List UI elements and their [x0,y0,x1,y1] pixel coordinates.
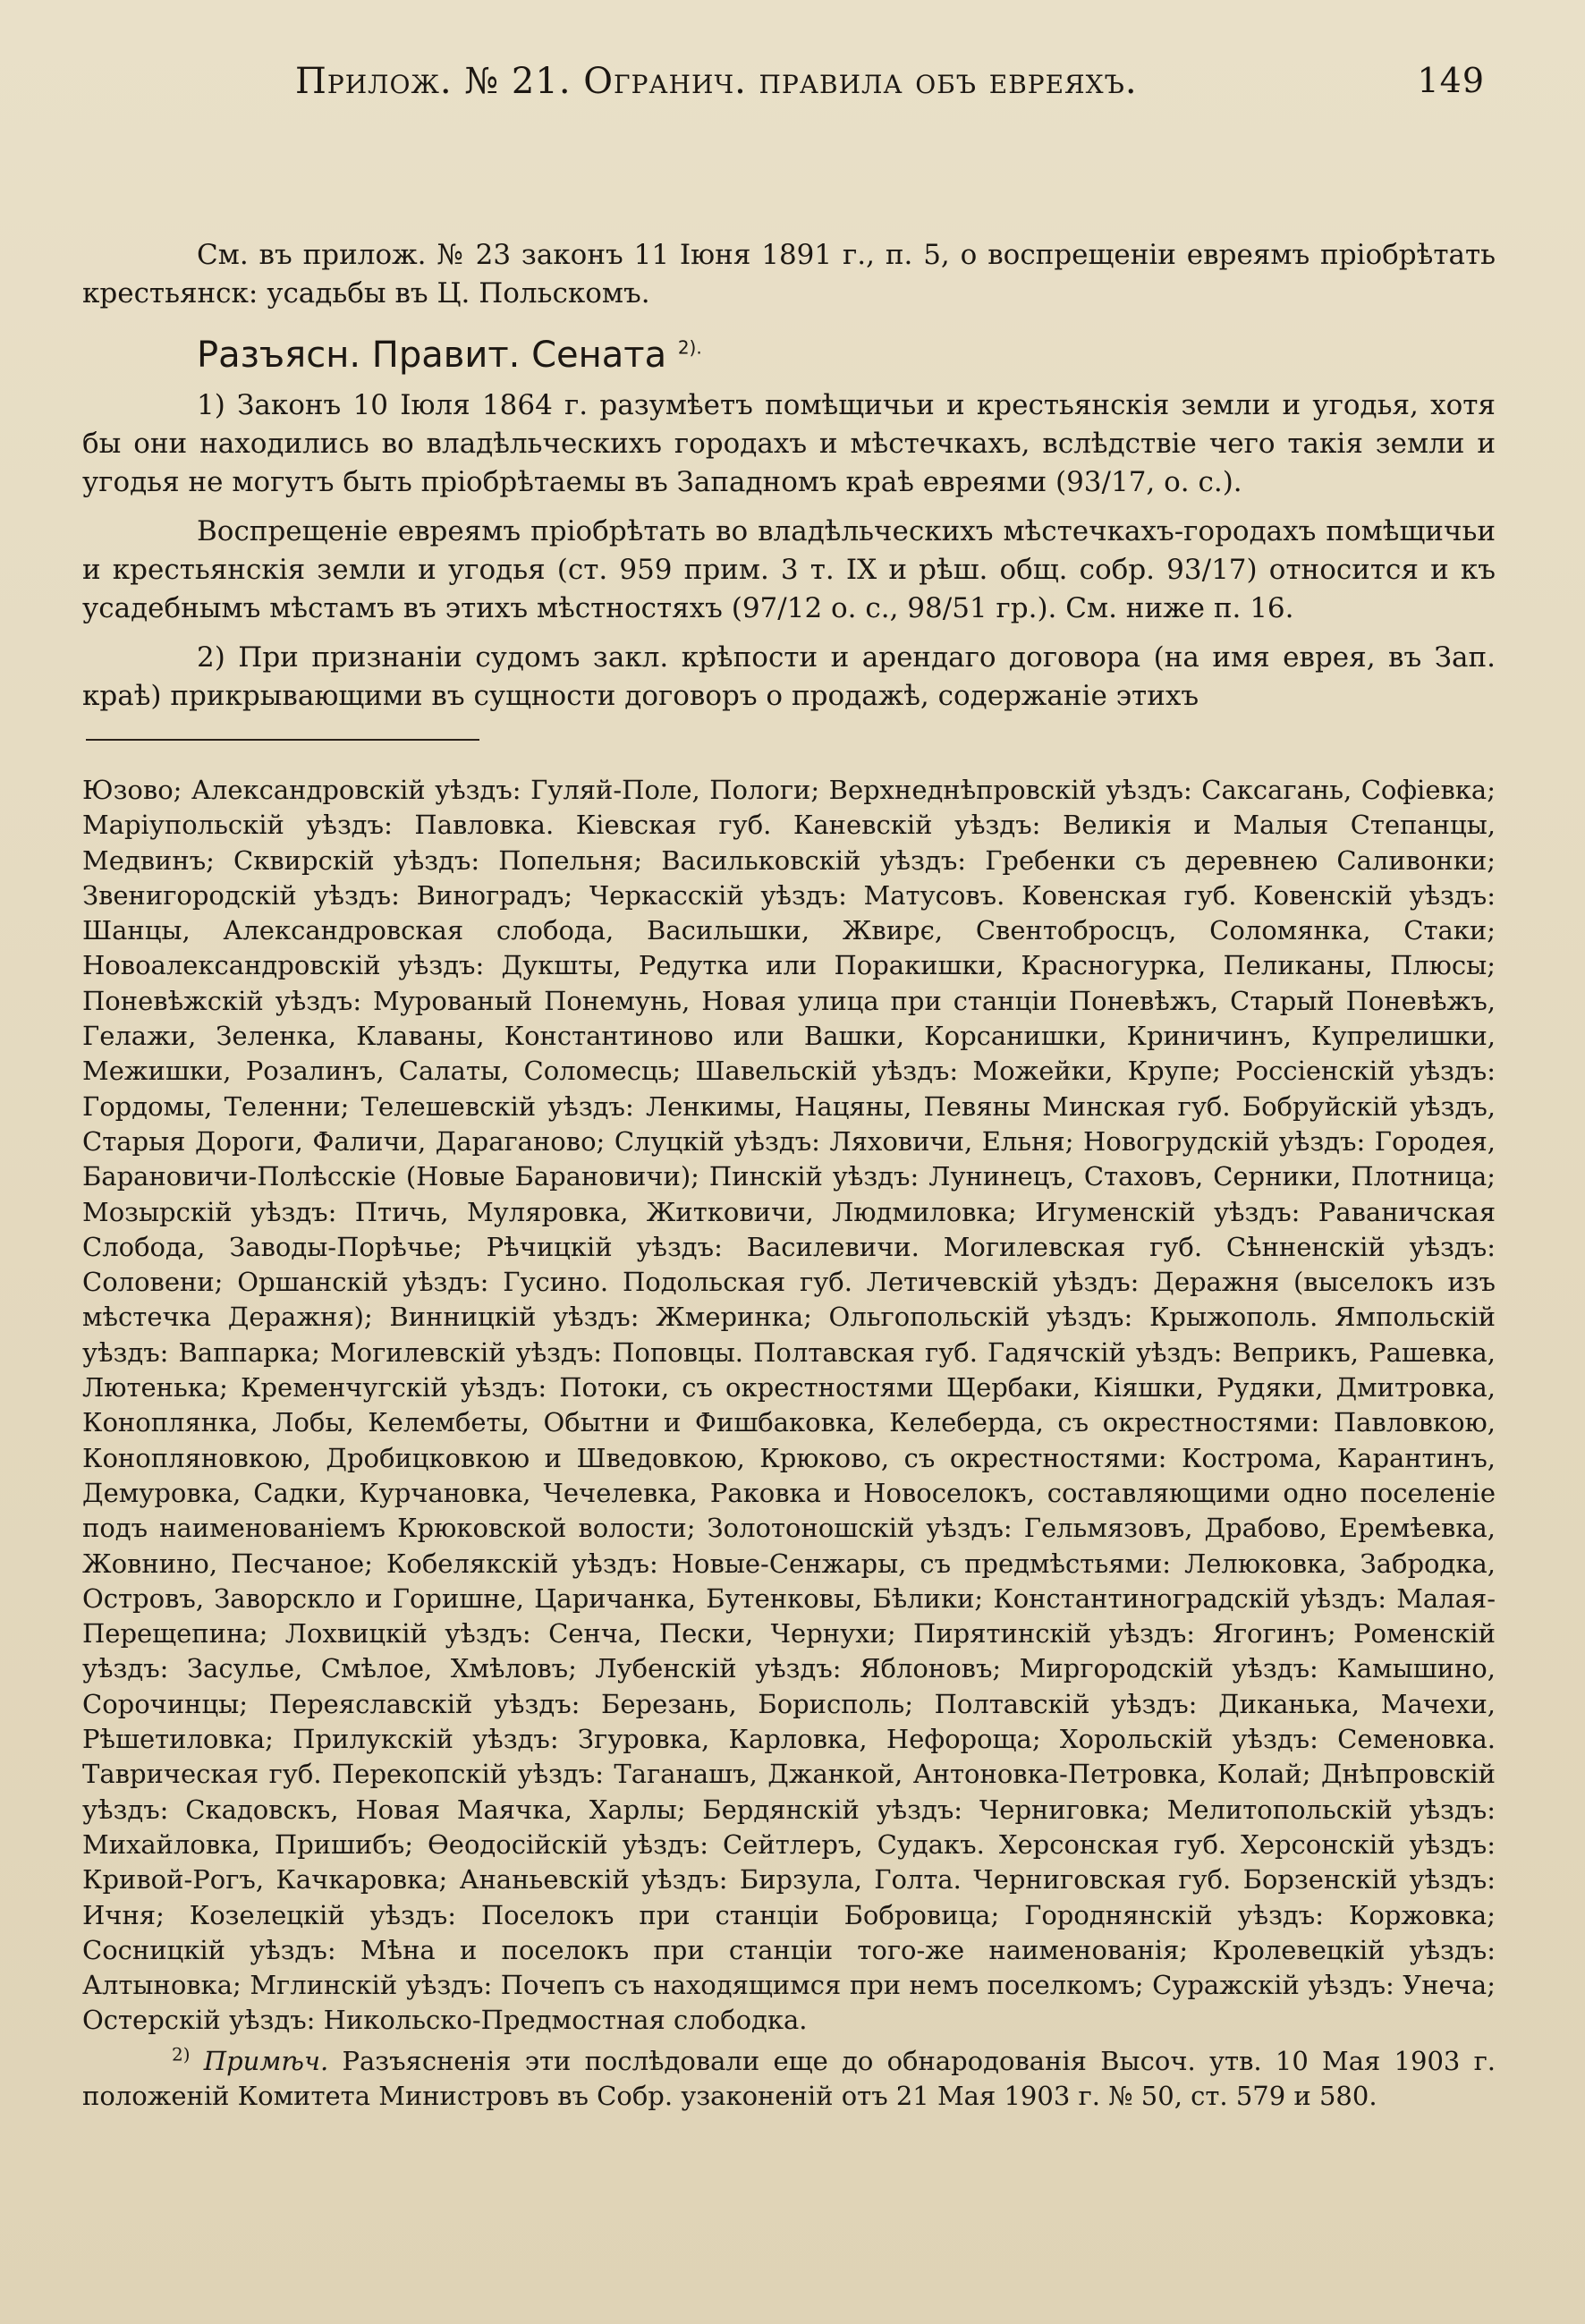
running-head [70,54,1496,113]
footnote-2-text: Разъясненія эти послѣдовали еще до обнародованія Высоч. утв. 10 Мая 1903 г. положеній Комитета Министровъ въ Собр. узаконеній отъ 21 Мая 1903 г. № 50, ст. 579 и 580. [82,2045,1496,2111]
paragraph-3: 2) При признаніи судомъ закл. крѣпости и арендаго договора (на имя еврея, въ Зап. краѣ) прикрывающими въ сущности договоръ о продажѣ, содержаніе этихъ [82,641,1496,712]
section-heading [197,333,1496,377]
paragraph-1: 1) Законъ 10 Іюля 1864 г. разумѣетъ помѣщичьи и крестьянскія земли и угодья, хотя бы они находились во владѣльческихъ городахъ и мѣстечкахъ, вслѣдствіе чего такія земли и угодья не могутъ быть пріобрѣтаемы въ Западномъ краѣ евреями (93/17, о. с.). [82,389,1496,498]
paragraph-2: Воспрещеніе евреямъ пріобрѣтать во владѣльческихъ мѣстечкахъ-городахъ помѣщичьи и крестьянскія земли и угодья (ст. 959 прим. 3 т. IX и рѣш. общ. собр. 93/17) относится и къ усадебнымъ мѣстамъ въ этихъ мѣстностяхъ (97/12 о. с., 98/51 гр.). См. ниже п. 16. [82,515,1496,624]
running-head-title: Прилож. № 21. Огранич. правила объ евреяхъ. [295,61,1138,102]
footnotes [70,773,1496,2114]
footnote-continuation: Юзово; Александровскій уѣздъ: Гуляй-Поле, Пологи; Верхнеднѣпровскій уѣздъ: Саксагань, Софіевка; Маріупольскій уѣздъ: Павловка. Кіевская губ. Каневскій уѣздъ: Великія и Малыя Степанцы, Медвинъ; Сквирскій уѣздъ: Попельня; Васильковскій уѣздъ: Гребенки съ деревнею Саливонки; Звенигородскій уѣздъ: Виноградъ; Черкасскій уѣздъ: Матусовъ. Ковенская губ. Ковенскій уѣздъ: Шанцы, Александровская слобода, Васильшки, Жвирє, Свентоброcцъ, Соломянка, Стаки; Новоалександровскій уѣздъ: Дукшты, Редутка или Поракишки, Красногурка, Пеликаны, Плюсы; Поневѣжскій уѣздъ: Мурованый Понемунь, Новая улица при станціи Поневѣжъ, Старый Поневѣжъ, Гелажи, Зеленка, Клаваны, Константиново или Вашки, Корсанишки, Криничинъ, Купрелишки, Межишки, Розалинъ, Салаты, Соломесць; Шавельскій уѣздъ: Можейки, Крупе; Россіенскій уѣздъ: Гордомы, Теленни; Телешевскій уѣздъ: Ленкимы, Нацяны, Певяны Минская губ. Бобруйскій уѣздъ, Старыя Дороги, Фаличи, Дараганово; Слуцкій уѣздъ: Ляховичи, Ельня; Новогрудскій уѣздъ: Городея, Барановичи-Полѣсскіе (Новые Барановичи); Пинскій уѣздъ: Лунинецъ, Стаховъ, Серники, Плотница; Мозырскій уѣздъ: Птичь, Муляровка, Житковичи, Людмиловка; Игуменскій уѣздъ: Раваничская Слобода, Заводы-Порѣчье; Рѣчицкій уѣздъ: Василевичи. Могилевская губ. Сѣнненскій уѣздъ: Соловени; Оршанскій уѣздъ: Гусино. Подольская губ. Летичевскій уѣздъ: Деражня (выселокъ изъ мѣстечка Деражня); Винницкій уѣздъ: Жмеринка; Ольгопольскій уѣздъ: Крыжополь. Ямпольскій уѣздъ: Ваппарка; Могилевскій уѣздъ: Поповцы. Полтавская губ. Гадячскій уѣздъ: Веприкъ, Рашевка, Лютенька; Кременчугскій уѣздъ: Потоки, съ окрестностями Щербаки, Кіяшки, Рудяки, Дмитровка, Коноплянка, Лобы, Келембеты, Обытни и Фишбаковка, Келеберда, съ окрестностями: Павловкою, Конопляновкою, Дробицковкою и Шведовкою, Крюково, съ окрестностями: Кострома, Карантинъ, Демуровка, Садки, Курчановка, Чечелевка, Раковка и Новоселокъ, составляющими одно поселеніе подъ наименованіемъ Крюковской волости; Золотоношскій уѣздъ: Гельмязовъ, Драбово, Еремѣевка, Жовнино, Песчаное; Кобелякскій уѣздъ: Новые-Сенжары, съ предмѣстьями: Лелюковка, Забродка, Островъ, Заворскло и Горишне, Царичанка, Бутенковы, Бѣлики; Константиноградскій уѣздъ: Малая-Перещепина; Лохвицкій уѣздъ: Сенча, Пески, Чернухи; Пирятинскій уѣздъ: Ягогинъ; Роменскій уѣздъ: Засулье, Смѣлое, Хмѣловъ; Лубенскій уѣздъ: Яблоновъ; Миргородскій уѣздъ: Камышино, Сорочинцы; Переяславскій уѣздъ: Березань, Борисполь; Полтавскій уѣздъ: Диканька, Мачехи, Рѣшетиловка; Прилукскій уѣздъ: Згуровка, Карловка, Нефороща; Хорольскій уѣздъ: Семеновка. Таврическая губ. Перекопскій уѣздъ: Таганашъ, Джанкой, Антоновка-Петровка, Колай; Днѣпровскій уѣздъ: Скадовскъ, Новая Маячка, Харлы; Бердянскій уѣздъ: Черниговка; Мелитопольскій уѣздъ: Михайловка, Пришибъ; Ѳеодосійскій уѣздъ: Сейтлеръ, Судакъ. Херсонская губ. Херсонскій уѣздъ: Кривой-Рогъ, Качкаровка; Ананьевскій уѣздъ: Бирзула, Голта. Черниговская губ. Борзенскій уѣздъ: Ичня; Козелецкій уѣздъ: Поселокъ при станціи Бобровица; Городнянскій уѣздъ: Коржовка; Сосницкій уѣздъ: Мѣна и поселокъ при станціи того-же наименованія; Кролевецкій уѣздъ: Алтыновка; Мглинскій уѣздъ: Почепъ съ находящимся при немъ поселкомъ; Суражскій уѣздъ: Унеча; Остерскій уѣздъ: Никольско-Предмостная слободка. [82,775,1496,2036]
cross-reference: См. въ прилож. № 23 законъ 11 Іюня 1891 г., п. 5, о воспрещеніи евреямъ пріобрѣтать крестьянск: усадьбы въ Ц. Польскомъ. [82,239,1496,310]
main-text [70,236,1496,716]
footnote-2 [82,2044,1496,2115]
footnote-divider [86,739,479,741]
footnote-mark: 2). [677,336,702,359]
footnote-2-mark: 2) [172,2043,191,2065]
section-heading-text: Разъясн. Правит. Сената [197,335,667,376]
page-number: 149 [1417,61,1485,100]
footnote-2-label: Примѣч. [203,2045,329,2076]
